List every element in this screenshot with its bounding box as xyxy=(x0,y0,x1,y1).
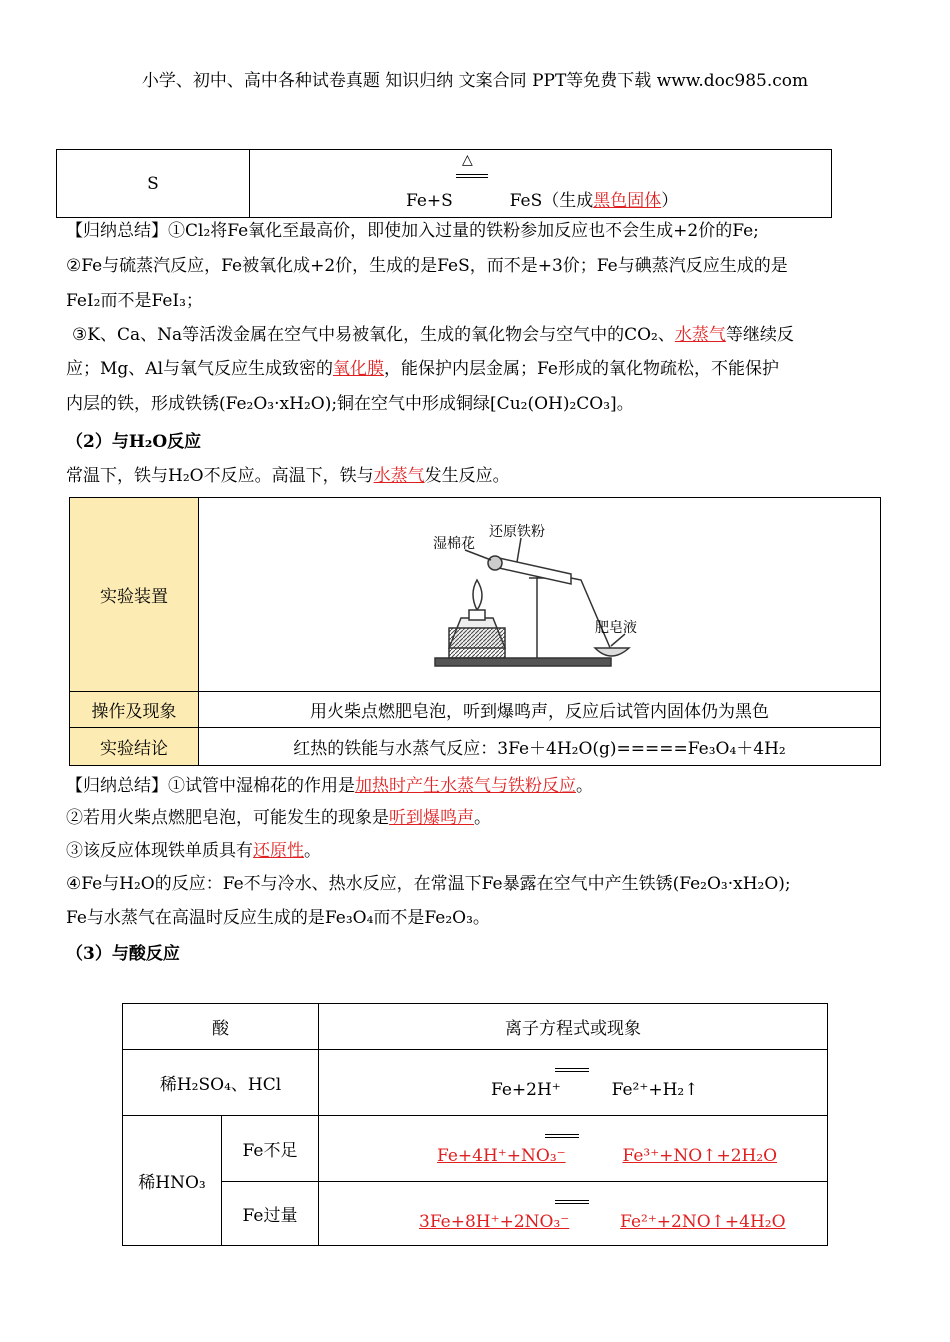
summary1-line4: ③K、Ca、Na等活泼金属在空气中易被氧化，生成的氧化物会与空气中的CO₂、水蒸气等继续反 xyxy=(72,325,794,345)
reactants: Fe+S xyxy=(406,191,453,211)
cell-s: S xyxy=(57,150,250,218)
summary1-line1: 【归纳总结】①Cl₂将Fe氧化至最高价，即使加入过量的铁粉参加反应也不会生成+2价的Fe; xyxy=(66,221,759,241)
label-operation: 操作及现象 xyxy=(70,692,199,728)
table-fe-s xyxy=(56,149,832,218)
apparatus-cell xyxy=(199,498,881,692)
section2-intro: 常温下，铁与H₂O不反应。高温下，铁与水蒸气发生反应。 xyxy=(66,466,510,486)
summary1-line6: 内层的铁，形成铁锈(Fe₂O₃·xH₂O);铜在空气中形成铜绿[Cu₂(OH)₂CO₃]。 xyxy=(66,394,634,414)
summary2-line5: Fe与水蒸气在高温时反应生成的是Fe₃O₄而不是Fe₂O₃。 xyxy=(66,908,490,928)
cond-fe-insufficient: Fe不足 xyxy=(222,1116,319,1182)
heat-symbol: △ xyxy=(462,152,473,168)
eq3-left: 3Fe+8H⁺+2NO₃⁻ xyxy=(419,1212,570,1232)
product: FeS（生成 xyxy=(509,191,594,211)
eq1-right: Fe²⁺+H₂↑ xyxy=(611,1080,699,1100)
summary1-line3: FeI₂而不是FeI₃； xyxy=(66,291,203,311)
summary1-line5: 应；Mg、Al与氧气反应生成致密的氧化膜，能保护内层金属；Fe形成的氧化物疏松，不能保护 xyxy=(66,359,779,379)
test-tube xyxy=(499,558,571,584)
label-soap-solution: 肥皂液 xyxy=(595,620,637,636)
header-acid: 酸 xyxy=(123,1004,319,1050)
cond-fe-excess: Fe过量 xyxy=(222,1182,319,1246)
delivery-tube xyxy=(571,578,611,650)
conclusion-text: 红热的铁能与水蒸气反应：3Fe＋4H₂O(g)=====Fe₃O₄＋4H₂ xyxy=(199,728,881,766)
eq1-left: Fe+2H⁺ xyxy=(491,1080,561,1100)
operation-text: 用火柴点燃肥皂泡，听到爆鸣声，反应后试管内固体仍为黑色 xyxy=(199,692,881,728)
apparatus-diagram xyxy=(199,498,883,688)
flame-icon xyxy=(473,580,482,610)
summary1-line2: ②Fe与硫蒸汽反应，Fe被氧化成+2价，生成的是FeS，而不是+3价；Fe与碘蒸汽反应生成的是 xyxy=(66,256,788,276)
product-red: 黑色固体 xyxy=(593,191,662,211)
eq-row2 xyxy=(319,1116,828,1182)
section3-title: （3）与酸反应 xyxy=(66,944,180,964)
acid-table xyxy=(122,1003,828,1246)
label-conclusion: 实验结论 xyxy=(70,728,199,766)
label-apparatus: 实验装置 xyxy=(70,498,199,692)
soap-dish xyxy=(595,648,629,656)
lamp-block xyxy=(449,628,505,658)
cell-fe-s-equation xyxy=(250,150,832,218)
page-header: 小学、初中、高中各种试卷真题 知识归纳 文案合同 PPT等免费下载 www.doc985.com xyxy=(141,71,809,91)
eq-row3 xyxy=(319,1182,828,1246)
summary2-line4: ④Fe与H₂O的反应：Fe不与冷水、热水反应，在常温下Fe暴露在空气中产生铁锈(Fe₂O₃·xH₂O); xyxy=(66,874,791,894)
summary2-line3: ③该反应体现铁单质具有还原性。 xyxy=(66,841,321,861)
section2-title: （2）与H₂O反应 xyxy=(66,432,202,452)
experiment-table xyxy=(69,497,881,766)
summary2-line1: 【归纳总结】①试管中湿棉花的作用是加热时产生水蒸气与铁粉反应。 xyxy=(66,776,593,796)
label-iron-powder: 还原铁粉 xyxy=(489,524,545,540)
eq-row1 xyxy=(319,1050,828,1116)
eq3-right: Fe²⁺+2NO↑+4H₂O xyxy=(620,1212,786,1232)
equals-sign xyxy=(456,174,488,178)
product-end: ） xyxy=(661,191,679,211)
header-equation: 离子方程式或现象 xyxy=(319,1004,828,1050)
summary2-line2: ②若用火柴点燃肥皂泡，可能发生的现象是听到爆鸣声。 xyxy=(66,808,491,828)
acid-hno3: 稀HNO₃ xyxy=(123,1116,222,1246)
label-wet-cotton: 湿棉花 xyxy=(433,536,475,552)
base-board xyxy=(435,658,611,666)
acid-h2so4-hcl: 稀H₂SO₄、HCl xyxy=(123,1050,319,1116)
eq2-left: Fe+4H⁺+NO₃⁻ xyxy=(437,1146,566,1166)
eq2-right: Fe³⁺+NO↑+2H₂O xyxy=(622,1146,778,1166)
